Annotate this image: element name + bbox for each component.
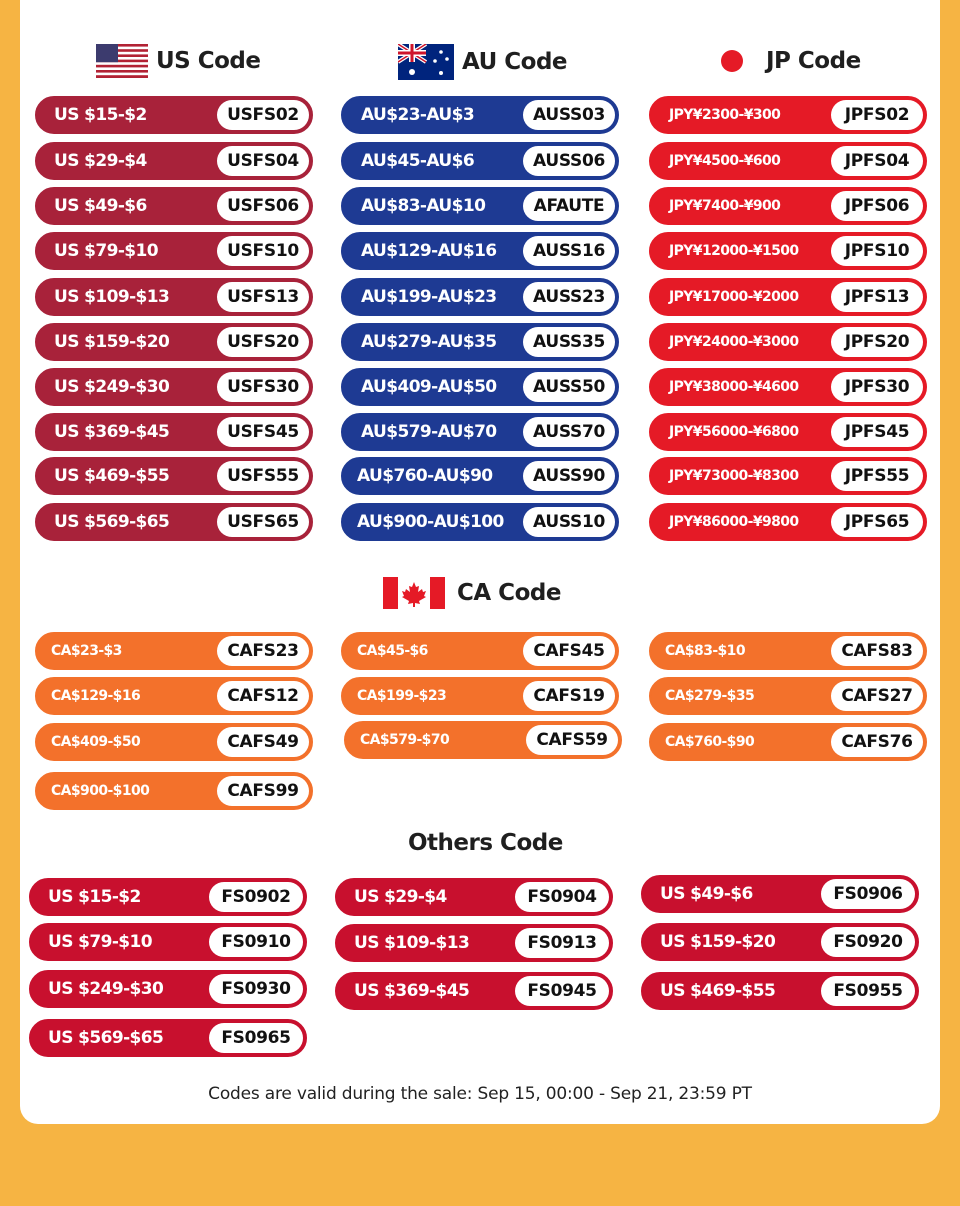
coupon-row[interactable] (35, 96, 313, 134)
coupon-row[interactable] (649, 457, 927, 495)
coupon-row[interactable] (35, 632, 313, 670)
coupon-price: CA$45-$6 (357, 643, 428, 659)
coupon-row[interactable] (649, 368, 927, 406)
coupon-row[interactable] (341, 503, 619, 541)
coupon-row[interactable] (341, 413, 619, 451)
coupon-row[interactable] (335, 924, 613, 962)
coupon-price: US $159-$20 (660, 932, 776, 952)
coupon-price: CA$23-$3 (51, 643, 122, 659)
coupon-price: JPY¥12000-¥1500 (669, 243, 799, 259)
coupon-row[interactable] (341, 323, 619, 361)
coupon-row[interactable] (335, 972, 613, 1010)
coupon-code[interactable]: FS0920 (821, 927, 915, 957)
coupon-row[interactable] (341, 142, 619, 180)
coupon-code[interactable]: USFS13 (217, 282, 309, 312)
coupon-row[interactable] (35, 232, 313, 270)
au-flag-icon (398, 44, 454, 80)
coupon-price: AU$199-AU$23 (361, 287, 497, 307)
coupon-code[interactable]: JPFS02 (831, 100, 923, 130)
coupon-price: JPY¥56000-¥6800 (669, 424, 799, 440)
coupon-code[interactable]: CAFS99 (217, 776, 309, 806)
coupon-price: AU$579-AU$70 (361, 422, 497, 442)
coupon-price: US $369-$45 (354, 981, 470, 1001)
coupon-price: JPY¥17000-¥2000 (669, 289, 799, 305)
coupon-code[interactable]: JPFS13 (831, 282, 923, 312)
coupon-price: US $29-$4 (54, 151, 147, 171)
coupon-price: AU$45-AU$6 (361, 151, 475, 171)
coupon-row[interactable] (341, 677, 619, 715)
coupon-price: US $49-$6 (660, 884, 753, 904)
coupon-row[interactable] (35, 323, 313, 361)
coupon-price: US $29-$4 (354, 887, 447, 907)
coupon-code[interactable]: JPFS10 (831, 236, 923, 266)
coupon-price: AU$409-AU$50 (361, 377, 497, 397)
coupon-code[interactable]: AUSS50 (523, 372, 615, 402)
coupon-price: US $15-$2 (48, 887, 141, 907)
coupon-row[interactable] (35, 723, 313, 761)
coupon-row[interactable] (341, 187, 619, 225)
jp-heading-label: JP Code (766, 48, 861, 74)
coupon-price: US $249-$30 (54, 377, 170, 397)
coupon-price: CA$900-$100 (51, 783, 150, 799)
us-heading (96, 44, 261, 78)
coupon-price: CA$199-$23 (357, 688, 447, 704)
jp-heading (720, 44, 861, 78)
coupon-code[interactable]: USFS45 (217, 417, 309, 447)
au-heading-label: AU Code (462, 49, 568, 75)
coupon-code[interactable]: USFS65 (217, 507, 309, 537)
coupon-row[interactable] (341, 457, 619, 495)
coupon-price: AU$83-AU$10 (361, 196, 486, 216)
coupon-row[interactable] (649, 96, 927, 134)
coupon-row[interactable] (35, 677, 313, 715)
coupon-code[interactable]: JPFS65 (831, 507, 923, 537)
coupon-price: JPY¥24000-¥3000 (669, 334, 799, 350)
coupon-row[interactable] (35, 187, 313, 225)
coupon-code[interactable]: USFS02 (217, 100, 309, 130)
coupon-code[interactable]: FS0930 (209, 974, 303, 1004)
coupon-code[interactable]: CAFS59 (526, 725, 618, 755)
coupon-price: US $15-$2 (54, 105, 147, 125)
coupon-price: US $109-$13 (54, 287, 170, 307)
coupon-code[interactable]: JPFS20 (831, 327, 923, 357)
coupon-code[interactable]: CAFS23 (217, 636, 309, 666)
coupon-code[interactable]: USFS20 (217, 327, 309, 357)
coupon-row[interactable] (35, 503, 313, 541)
coupon-price: JPY¥38000-¥4600 (669, 379, 799, 395)
coupon-price: US $249-$30 (48, 979, 164, 999)
coupon-code[interactable]: FS0945 (515, 976, 609, 1006)
coupon-code[interactable]: FS0902 (209, 882, 303, 912)
coupon-price: JPY¥7400-¥900 (669, 198, 781, 214)
coupon-price: AU$23-AU$3 (361, 105, 475, 125)
coupon-code[interactable]: CAFS19 (523, 681, 615, 711)
coupon-code[interactable]: FS0910 (209, 927, 303, 957)
coupon-row[interactable] (641, 875, 919, 913)
coupon-row[interactable] (649, 503, 927, 541)
others-heading (408, 830, 563, 856)
coupon-price: CA$760-$90 (665, 734, 755, 750)
coupon-price: CA$83-$10 (665, 643, 745, 659)
coupon-row[interactable] (29, 878, 307, 916)
coupon-price: CA$579-$70 (360, 732, 450, 748)
coupon-price: AU$900-AU$100 (357, 512, 504, 532)
coupon-row[interactable] (341, 278, 619, 316)
coupon-code[interactable]: JPFS06 (831, 191, 923, 221)
coupon-code[interactable]: FS0965 (209, 1023, 303, 1053)
coupon-code[interactable]: AUSS90 (523, 461, 615, 491)
coupon-row[interactable] (35, 368, 313, 406)
coupon-price: US $569-$65 (48, 1028, 164, 1048)
coupon-code[interactable]: USFS10 (217, 236, 309, 266)
validity-note: Codes are valid during the sale: Sep 15, 00:00 - Sep 21, 23:59 PT (208, 1084, 752, 1104)
coupon-price: JPY¥86000-¥9800 (669, 514, 799, 530)
coupon-row[interactable] (649, 413, 927, 451)
coupon-row[interactable] (649, 232, 927, 270)
coupon-price: CA$409-$50 (51, 734, 141, 750)
coupon-row[interactable] (35, 413, 313, 451)
coupon-row[interactable] (649, 632, 927, 670)
coupon-code[interactable]: JPFS55 (831, 461, 923, 491)
coupon-code[interactable]: AFAUTE (523, 191, 615, 221)
coupon-code[interactable]: CAFS49 (217, 727, 309, 757)
ca-heading-label: CA Code (457, 580, 561, 606)
jp-flag-icon (720, 44, 744, 78)
coupon-price: CA$129-$16 (51, 688, 141, 704)
coupon-code[interactable]: AUSS16 (523, 236, 615, 266)
coupon-code[interactable]: CAFS76 (831, 727, 923, 757)
coupon-code[interactable]: CAFS83 (831, 636, 923, 666)
coupon-row[interactable] (335, 878, 613, 916)
coupon-row[interactable] (649, 677, 927, 715)
coupon-code[interactable]: AUSS06 (523, 146, 615, 176)
coupon-row[interactable] (29, 923, 307, 961)
coupon-code[interactable]: JPFS30 (831, 372, 923, 402)
coupon-row[interactable] (35, 142, 313, 180)
coupon-price: US $109-$13 (354, 933, 470, 953)
coupon-code[interactable]: AUSS10 (523, 507, 615, 537)
coupon-price: CA$279-$35 (665, 688, 755, 704)
coupon-code[interactable]: FS0913 (515, 928, 609, 958)
coupon-row[interactable] (649, 187, 927, 225)
coupon-code[interactable]: USFS06 (217, 191, 309, 221)
coupon-code[interactable]: AUSS03 (523, 100, 615, 130)
ca-heading (383, 577, 561, 609)
coupon-row[interactable] (341, 368, 619, 406)
coupon-row[interactable] (344, 721, 622, 759)
coupon-price: JPY¥4500-¥600 (669, 153, 781, 169)
coupon-row[interactable] (641, 972, 919, 1010)
others-heading-label: Others Code (408, 830, 563, 856)
coupon-row[interactable] (29, 1019, 307, 1057)
coupon-code[interactable]: FS0904 (515, 882, 609, 912)
coupon-row[interactable] (649, 142, 927, 180)
us-flag-icon (96, 44, 148, 78)
coupon-price: US $469-$55 (54, 466, 170, 486)
coupon-code[interactable]: JPFS45 (831, 417, 923, 447)
coupon-row[interactable] (649, 723, 927, 761)
coupon-price: US $369-$45 (54, 422, 170, 442)
coupon-price: US $159-$20 (54, 332, 170, 352)
coupon-code[interactable]: AUSS35 (523, 327, 615, 357)
coupon-price: AU$279-AU$35 (361, 332, 497, 352)
us-heading-label: US Code (156, 48, 261, 74)
coupon-price: US $79-$10 (48, 932, 152, 952)
coupon-code[interactable]: AUSS70 (523, 417, 615, 447)
coupon-code[interactable]: USFS04 (217, 146, 309, 176)
coupon-code[interactable]: JPFS04 (831, 146, 923, 176)
coupon-price: JPY¥2300-¥300 (669, 107, 781, 123)
coupon-code[interactable]: FS0906 (821, 879, 915, 909)
ca-flag-icon (383, 577, 445, 609)
coupon-price: AU$760-AU$90 (357, 466, 493, 486)
coupon-code[interactable]: CAFS45 (523, 636, 615, 666)
coupon-price: US $79-$10 (54, 241, 158, 261)
coupon-price: US $469-$55 (660, 981, 776, 1001)
au-heading (398, 44, 567, 80)
coupon-row[interactable] (35, 278, 313, 316)
coupon-row[interactable] (641, 923, 919, 961)
coupon-row[interactable] (341, 632, 619, 670)
coupon-code[interactable]: USFS30 (217, 372, 309, 402)
coupon-price: US $49-$6 (54, 196, 147, 216)
coupon-code[interactable]: AUSS23 (523, 282, 615, 312)
coupon-row[interactable] (649, 323, 927, 361)
coupon-row[interactable] (35, 457, 313, 495)
coupon-price: JPY¥73000-¥8300 (669, 468, 799, 484)
coupon-row[interactable] (341, 232, 619, 270)
coupon-row[interactable] (341, 96, 619, 134)
coupon-code[interactable]: CAFS12 (217, 681, 309, 711)
coupon-code[interactable]: CAFS27 (831, 681, 923, 711)
coupon-row[interactable] (649, 278, 927, 316)
coupon-price: AU$129-AU$16 (361, 241, 497, 261)
coupon-code[interactable]: FS0955 (821, 976, 915, 1006)
coupon-price: US $569-$65 (54, 512, 170, 532)
coupon-code[interactable]: USFS55 (217, 461, 309, 491)
coupon-row[interactable] (29, 970, 307, 1008)
coupon-row[interactable] (35, 772, 313, 810)
